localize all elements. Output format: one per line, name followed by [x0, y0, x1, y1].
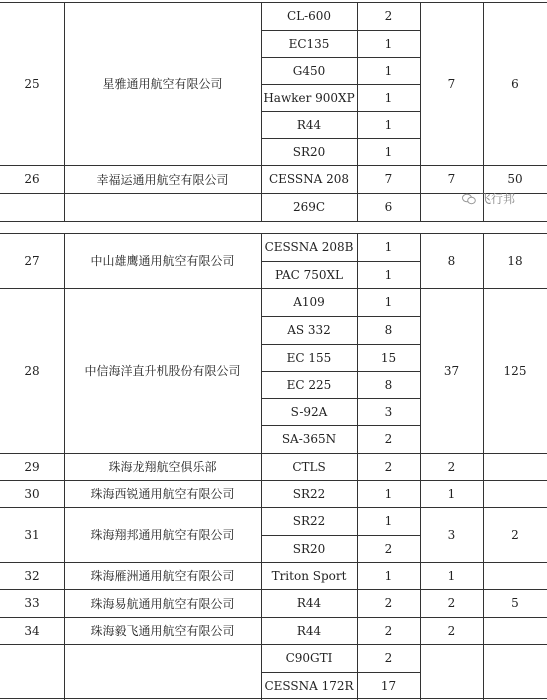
- total-count: 125: [503, 363, 527, 378]
- aircraft-model: Triton Sport: [271, 568, 347, 583]
- total-count: 5: [511, 596, 519, 610]
- aircraft-quantity: 2: [384, 459, 393, 474]
- company-name: 珠海雁洲通用航空有限公司: [90, 569, 235, 583]
- company-name: 珠海西锐通用航空有限公司: [90, 487, 235, 501]
- company-name: 珠海易航通用航空有限公司: [90, 596, 235, 611]
- row-number: 27: [24, 253, 40, 268]
- watermark: [462, 190, 515, 207]
- company-name: 珠海翔邦通用航空有限公司: [90, 528, 235, 542]
- aircraft-quantity: 1: [384, 486, 393, 501]
- aircraft-model: SR20: [292, 144, 326, 159]
- row-number: 34: [24, 623, 40, 638]
- aircraft-quantity: 2: [384, 623, 393, 638]
- type-count: 1: [447, 486, 456, 501]
- aircraft-model: Hawker 900XP: [263, 90, 355, 105]
- aircraft-model: CESSNA 208B: [264, 240, 354, 254]
- aircraft-model: EC 155: [286, 350, 332, 365]
- total-count: [483, 562, 547, 589]
- aircraft-model: A109: [293, 295, 325, 309]
- company-name: 幸福运通用航空有限公司: [96, 172, 229, 187]
- total-count: 2: [511, 527, 519, 542]
- aircraft-quantity: 1: [384, 117, 393, 132]
- type-count: 2: [447, 459, 456, 474]
- row-divider: [0, 221, 547, 222]
- type-count: 1: [447, 568, 456, 583]
- aircraft-quantity: 8: [384, 323, 393, 337]
- company-name: 珠海龙翔航空俱乐部: [108, 460, 217, 474]
- aircraft-model: SR22: [292, 514, 326, 528]
- row-number: 29: [24, 459, 40, 474]
- aircraft-model: R44: [296, 596, 322, 610]
- aircraft-quantity: 2: [384, 651, 393, 665]
- aircraft-model: S-92A: [290, 404, 328, 419]
- aircraft-quantity: 17: [380, 678, 397, 693]
- row-number: [0, 193, 64, 221]
- wechat-icon: [462, 193, 476, 205]
- aircraft-quantity: 2: [384, 9, 393, 23]
- company-name: 星雅通用航空有限公司: [102, 77, 223, 91]
- type-count: 7: [447, 76, 456, 91]
- row-number: 25: [24, 76, 40, 91]
- type-count: 37: [443, 363, 460, 378]
- aircraft-quantity: 1: [384, 36, 393, 51]
- aircraft-model: CESSNA 208: [268, 172, 350, 186]
- type-count: 8: [447, 253, 456, 268]
- company-name: [64, 644, 261, 699]
- type-count: 3: [447, 527, 456, 542]
- aircraft-quantity: 1: [384, 63, 393, 78]
- total-count: 18: [507, 253, 523, 268]
- aircraft-model: C90GTI: [285, 651, 333, 665]
- company-name: [64, 193, 261, 221]
- row-number: 31: [24, 527, 40, 542]
- aircraft-quantity: 1: [384, 240, 393, 254]
- total-count: 6: [511, 76, 519, 91]
- row-number: 33: [24, 596, 40, 610]
- row-number: [0, 644, 64, 699]
- aircraft-quantity: 1: [384, 514, 393, 528]
- aircraft-model: R44: [296, 623, 322, 638]
- company-name: 中山雄鹰通用航空有限公司: [90, 254, 235, 268]
- type-count: [420, 644, 483, 699]
- company-name: 中信海洋直升机股份有限公司: [84, 364, 241, 378]
- company-name: 珠海毅飞通用航空有限公司: [90, 624, 235, 638]
- type-count: 2: [447, 596, 456, 610]
- aircraft-model: CL-600: [286, 9, 332, 23]
- aircraft-model: SR22: [292, 486, 326, 501]
- aircraft-quantity: 15: [380, 350, 397, 365]
- type-count: 2: [447, 623, 456, 638]
- total-count: 50: [507, 172, 523, 186]
- aircraft-model: PAC 750XL: [274, 267, 344, 282]
- aircraft-model: CESSNA 172R: [264, 678, 354, 693]
- total-count: [483, 644, 547, 699]
- aircraft-model: EC 225: [286, 377, 332, 392]
- aircraft-model: AS 332: [287, 323, 331, 337]
- aircraft-model: CTLS: [292, 459, 326, 474]
- aircraft-model: SA-365N: [281, 432, 337, 446]
- aircraft-model: 269C: [292, 200, 326, 214]
- watermark-text: 飞行邦: [479, 192, 516, 206]
- aircraft-quantity: 1: [384, 295, 393, 309]
- aircraft-quantity: 2: [384, 541, 393, 556]
- total-count: [483, 480, 547, 507]
- aircraft-quantity: 7: [384, 172, 393, 186]
- aircraft-model: G450: [292, 63, 326, 78]
- row-number: 28: [24, 363, 40, 378]
- aircraft-quantity: 2: [384, 596, 393, 610]
- type-count: 7: [447, 172, 456, 186]
- aircraft-quantity: 1: [384, 144, 393, 159]
- aircraft-model: R44: [296, 117, 322, 132]
- aircraft-quantity: 1: [384, 568, 393, 583]
- aircraft-quantity: 8: [384, 377, 393, 392]
- aircraft-model: EC135: [288, 36, 330, 51]
- aircraft-quantity: 3: [384, 404, 393, 419]
- aircraft-quantity: 1: [384, 267, 393, 282]
- aircraft-model: SR20: [292, 541, 326, 556]
- total-count: [483, 617, 547, 644]
- row-number: 26: [24, 172, 40, 186]
- total-count: [483, 453, 547, 480]
- row-number: 32: [24, 568, 40, 583]
- row-number: 30: [24, 486, 40, 501]
- aircraft-quantity: 6: [384, 200, 393, 214]
- aircraft-quantity: 1: [384, 90, 393, 105]
- aircraft-quantity: 2: [384, 432, 393, 446]
